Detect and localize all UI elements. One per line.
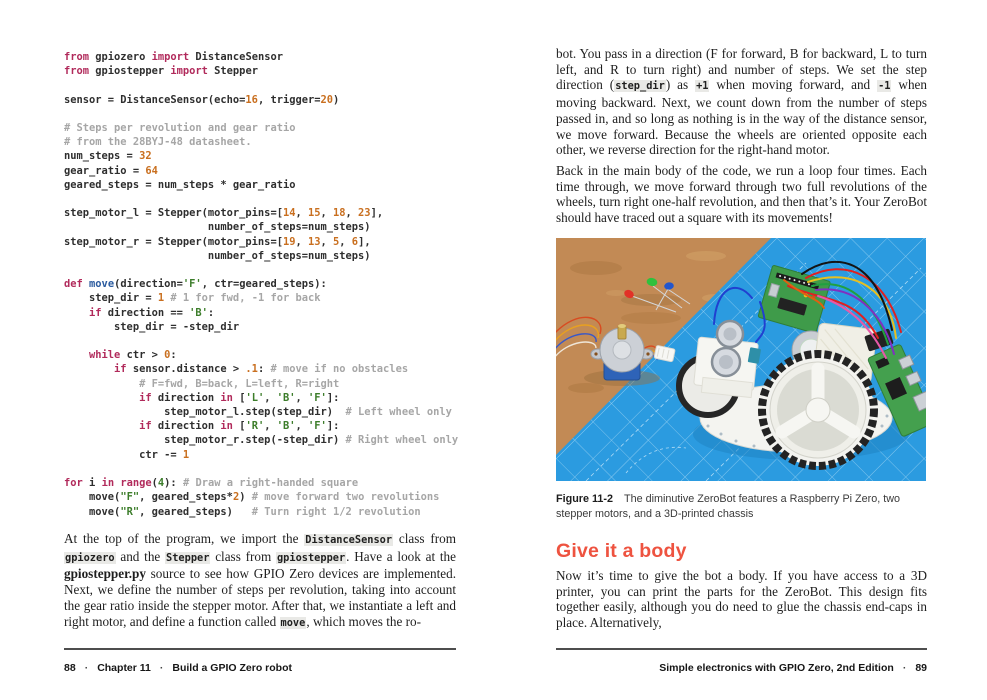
section-heading: Give it a body — [556, 540, 687, 562]
right-page-footer — [556, 662, 927, 674]
right-page-paragraph-body: Now it’s time to give the bot a body. If you have access to a 3D printer, you can print the parts for the ZeroBot. This design fits together easily, although you do need to glue the chassis end-caps in place. Alternatively, — [556, 568, 927, 631]
footer-separator: · — [159, 662, 164, 674]
figure-caption-label: Figure 11-2 — [556, 493, 614, 505]
code-listing: from gpiozero import DistanceSensor from gpiostepper import Stepper sensor = DistanceSensor(echo=16, trigger=20) # Steps per revolution and gear ratio # from the 28BYJ-48 datasheet. num_steps = 32 gear_ratio = 64 geared_steps = num_steps * gear_ratio step_motor_l = Stepper(motor_pins=[14, 15, 18, 23], number_of_steps=num_steps) step_motor_r = Stepper(motor_pins=[19, 13, 5, 6], number_of_steps=num_steps) def move(direction='F', ctr=geared_steps): step_dir = 1 # 1 for fwd, -1 for back if direction == 'B': step_dir = -step_dir while ctr > 0: if sensor.distance > .1: # move if no obstacles # F=fwd, B=back, L=left, R=right if direction in ['L', 'B', 'F']: step_motor_l.step(step_dir) # Left wheel only if direction in ['R', 'B', 'F']: step_motor_r.step(-step_dir) # Right wheel only ctr -= 1 for i in range(4): # Draw a right-handed square move("F", geared_steps*2) # move forward two revolutions move("R", geared_steps) # Turn right 1/2 revolution — [64, 51, 459, 518]
book-title: Simple electronics with GPIO Zero, 2nd Edition — [659, 662, 894, 674]
left-page-paragraph: At the top of the program, we import the DistanceSensor class from gpiozero and the Stepper class from gpiostepper. Have a look at the gpiostepper.py source to see how GPIO Zero devices are implemented. Next, we define the number of steps per revolution, taking into account the gear ratio inside the stepper motor. After that, we instantiate a left and right motor, and define a function called move, which moves the ro- — [64, 531, 456, 629]
page-number-left: 88 — [64, 662, 76, 674]
figure-photo-zerobot — [556, 238, 926, 481]
figure-caption — [556, 492, 927, 521]
right-page-paragraph-loop: Back in the main body of the code, we run a loop four times. Each time through, we move forward through two full revolutions of the wheels, turn right one-half revolution, and then that’s it. Your ZeroBot should have traced out a square with its movements! — [556, 163, 927, 226]
left-page-footer — [64, 662, 292, 674]
footer-separator: · — [902, 662, 907, 674]
left-footer-rule — [64, 648, 456, 650]
front-wheel — [762, 354, 874, 466]
chapter-label: Chapter 11 — [97, 662, 151, 674]
figure-caption-text: The diminutive ZeroBot features a Raspberry Pi Zero, two stepper motors, and a 3D-printed chassis — [556, 493, 901, 520]
chapter-title: Build a GPIO Zero robot — [172, 662, 292, 674]
footer-separator: · — [84, 662, 89, 674]
right-footer-rule — [556, 648, 927, 650]
right-page-paragraph-continuation: bot. You pass in a direction (F for forward, B for backward, L to turn left, and R to turn right) and number of steps. We set the step direction (step_dir) as +1 when moving forward, and -1 when moving backward. Next, we count down from the number of steps passed in, and so long as nothing is in the way of the distance sensor, we move forward. Because the wheels are oriented opposite each other, we reverse direction for the right-hand motor. — [556, 46, 927, 158]
page-number-right: 89 — [915, 662, 927, 674]
